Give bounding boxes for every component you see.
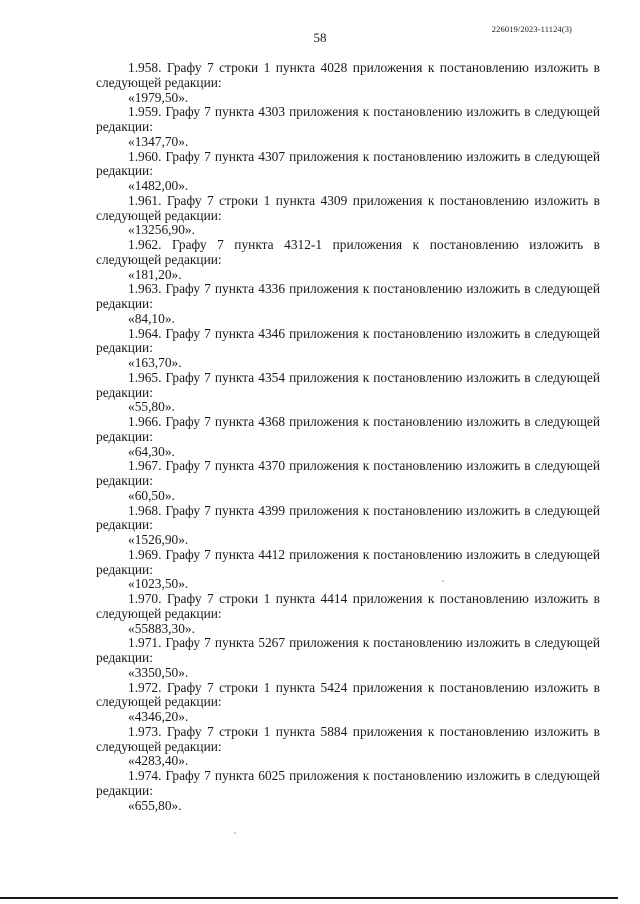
amendment-text: 1.960. Графу 7 пункта 4307 приложения к постановлению изложить в следующей редакции: [96,148,600,179]
amendment-value: «163,70». [128,355,182,370]
amendment-value: «13256,90». [128,222,195,238]
amendment-value: «4346,20». [128,709,189,724]
amendment-item [96,504,600,548]
scan-speck [234,832,236,834]
amendment-item [96,105,600,149]
amendment-value: «55883,30». [128,620,195,636]
amendment-text: 1.974. Графу 7 пункта 6025 приложения к постановлению изложить в следующей редакции: [96,768,600,798]
amendment-text: 1.963. Графу 7 пункта 4336 приложения к постановлению изложить в следующей редакции: [96,281,600,311]
amendment-text: 1.968. Графу 7 пункта 4399 приложения к постановлению изложить в следующей редакции: [96,502,600,533]
amendment-item [96,150,600,194]
amendment-value: «655,80». [128,797,182,813]
amendment-item [96,415,600,459]
amendment-item [96,459,600,503]
amendment-text: 1.958. Графу 7 строки 1 пункта 4028 приложения к постановлению изложить в следующей редакции: [96,60,600,90]
amendment-item [96,194,600,238]
amendment-text: 1.973. Графу 7 строки 1 пункта 5884 приложения к постановлению изложить в следующей редакции: [96,723,600,754]
scan-speck [442,580,444,582]
amendment-item [96,327,600,371]
amendment-item [96,548,600,592]
amendment-value: «4283,40». [128,753,189,769]
amendment-value: «1023,50». [128,576,189,592]
amendment-text: 1.971. Графу 7 пункта 5267 приложения к постановлению изложить в следующей редакции: [96,635,600,665]
amendment-item [96,282,600,326]
amendment-text: 1.959. Графу 7 пункта 4303 приложения к постановлению изложить в следующей редакции: [96,104,600,134]
amendment-text: 1.964. Графу 7 пункта 4346 приложения к постановлению изложить в следующей редакции: [96,325,600,356]
amendment-text: 1.962. Графу 7 пункта 4312-1 приложения к постановлению изложить в следующей редакции: [96,237,600,267]
amendment-value: «1347,70». [128,133,189,149]
amendment-value: «1979,50». [128,89,189,105]
amendment-item [96,61,600,105]
amendment-text: 1.970. Графу 7 строки 1 пункта 4414 приложения к постановлению изложить в следующей редакции: [96,591,600,621]
amendment-item [96,592,600,636]
amendment-text: 1.967. Графу 7 пункта 4370 приложения к постановлению изложить в следующей редакции: [96,458,600,488]
amendment-item [96,371,600,415]
amendment-text: 1.965. Графу 7 пункта 4354 приложения к постановлению изложить в следующей редакции: [96,369,600,400]
bottom-border-line [0,897,618,899]
amendment-value: «1482,00». [128,178,189,193]
amendment-value: «55,80». [128,399,175,415]
document-body [96,61,600,813]
amendment-value: «181,20». [128,266,182,282]
amendment-text: 1.969. Графу 7 пункта 4412 приложения к постановлению изложить в следующей редакции: [96,546,600,577]
amendment-item [96,681,600,725]
amendment-text: 1.961. Графу 7 строки 1 пункта 4309 приложения к постановлению изложить в следующей редакции: [96,192,600,223]
page-number: 58 [313,30,327,45]
amendment-item [96,725,600,769]
amendment-value: «84,10». [128,310,175,326]
amendment-value: «3350,50». [128,664,189,680]
amendment-value: «64,30». [128,443,175,459]
amendment-text: 1.972. Графу 7 строки 1 пункта 5424 приложения к постановлению изложить в следующей редакции: [96,679,600,710]
document-id: 226019/2023-11124(3) [491,24,572,34]
amendment-item [96,769,600,813]
amendment-item [96,238,600,282]
amendment-value: «60,50». [128,487,175,503]
amendment-text: 1.966. Графу 7 пункта 4368 приложения к постановлению изложить в следующей редакции: [96,414,600,444]
amendment-value: «1526,90». [128,532,189,547]
amendment-item [96,636,600,680]
